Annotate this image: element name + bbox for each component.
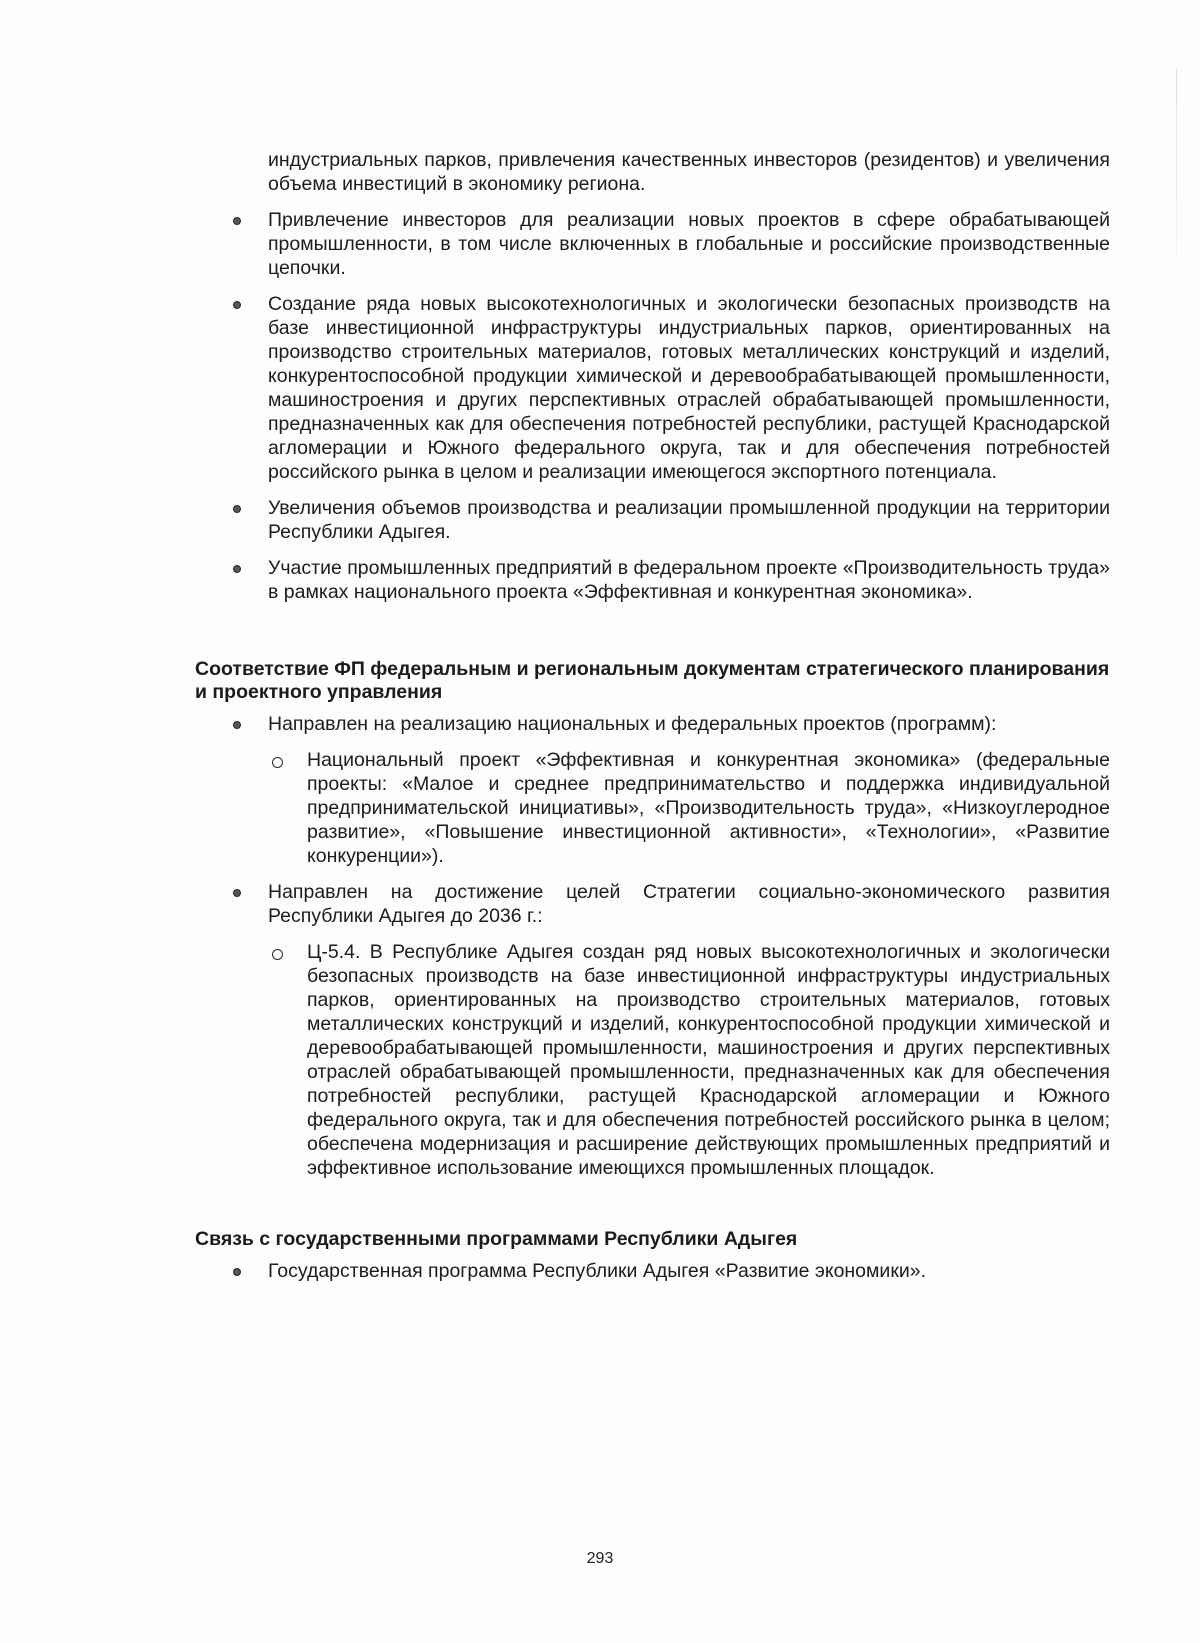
sub-list-item [195,940,1110,1180]
sub-list-item-text: Ц-5.4. В Республике Адыгея создан ряд новых высокотехнологичных и экологически безопасных производств на базе инвестиционной инфраструктуры индустриальных парков, ориентированных на производство строительных материалов, готовых металлических конструкций и изделий, конкурентоспособной продукции химической и деревообрабатывающей промышленности, машиностроения и других перспективных отраслей обрабатывающей промышленности, предназначенных как для обеспечения потребностей республики, растущей Краснодарской агломерации и Южного федерального округа, так и для обеспечения потребностей российского рынка в целом; обеспечена модернизация и расширение действующих промышленных предприятий и эффективное использование имеющихся промышленных площадок. [307,941,1110,1179]
bullet-icon [233,301,241,309]
list-item-text: Участие промышленных предприятий в федеральном проекте «Производительность труда» в рамках национального проекта «Эффективная и конкурентная экономика». [268,557,1110,603]
continuation-paragraph [195,148,1110,196]
sub-list-item-text: Национальный проект «Эффективная и конкурентная экономика» (федеральные проекты: «Малое и среднее предпринимательство и поддержка индивидуальной предпринимательской инициативы», «Производительность труда», «Низкоуглеродное развитие», «Повышение инвестиционной активности», «Технологии», «Развитие конкуренции»). [307,749,1110,867]
list-item [195,496,1110,544]
list-item [195,292,1110,484]
list-item [195,712,1110,736]
section-heading-programs: Связь с государственными программами Республики Адыгея [195,1228,798,1250]
circle-marker-icon [272,757,283,768]
bullet-icon [233,505,241,513]
list-item [195,556,1110,604]
bullet-icon [233,889,241,897]
continuation-text: индустриальных парков, привлечения качественных инвесторов (резидентов) и увеличения объема инвестиций в экономику региона. [268,149,1110,195]
list-item-text: Создание ряда новых высокотехнологичных и экологически безопасных производств на базе инвестиционной инфраструктуры индустриальных парков, ориентированных на производство строительных материалов, готовых металлических конструкций и изделий, конкурентоспособной продукции химической и деревообрабатывающей промышленности, машиностроения и других перспективных отраслей обрабатывающей промышленности, предназначенных как для обеспечения потребностей республики, растущей Краснодарской агломерации и Южного федерального округа, так и для обеспечения потребностей российского рынка в целом и реализации имеющегося экспортного потенциала. [268,293,1110,483]
bullet-icon [233,217,241,225]
page-content [195,148,1110,1295]
list-item [195,208,1110,280]
circle-marker-icon [272,949,283,960]
list-item [195,1259,1110,1283]
list-item-text: Привлечение инвесторов для реализации новых проектов в сфере обрабатывающей промышленности, в том числе включенных в глобальные и российские производственные цепочки. [268,209,1110,279]
list-item-text: Направлен на достижение целей Стратегии социально-экономического развития Республики Адыгея до 2036 г.: [268,881,1110,927]
list-item [195,880,1110,928]
scan-artifact [1176,68,1177,258]
page-number: 293 [586,1550,614,1567]
list-item-text: Государственная программа Республики Адыгея «Развитие экономики». [268,1260,927,1282]
bullet-icon [233,721,241,729]
bullet-icon [233,565,241,573]
list-item-text: Направлен на реализацию национальных и федеральных проектов (программ): [268,713,997,735]
section-heading-compliance: Соответствие ФП федеральным и региональным документам стратегического планирования и проектного управления [195,658,1110,703]
bullet-icon [233,1268,241,1276]
list-item-text: Увеличения объемов производства и реализации промышленной продукции на территории Республики Адыгея. [268,497,1110,543]
sub-list-item [195,748,1110,868]
